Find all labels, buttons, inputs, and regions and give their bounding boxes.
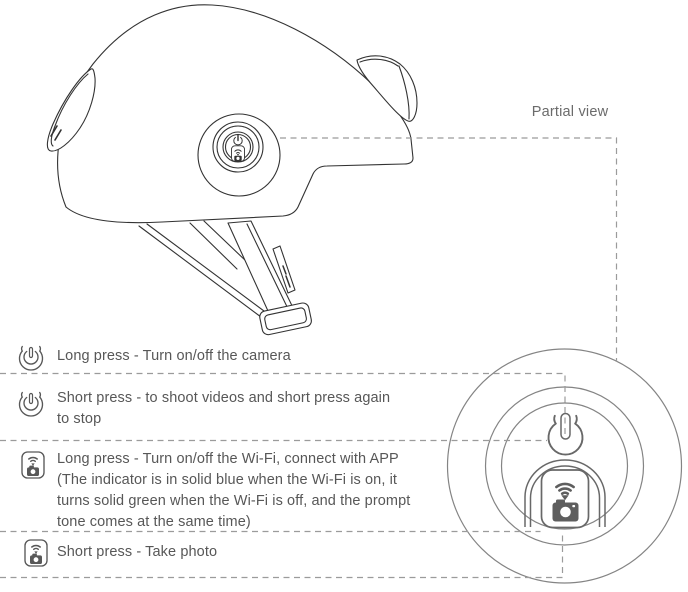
instruction-line: Short press - Take photo <box>57 544 218 560</box>
detail-wifi-camera-icon <box>542 470 589 528</box>
partial-view-label: Partial view <box>531 104 609 120</box>
wifi-camera-icon <box>24 539 48 567</box>
instruction-text <box>57 449 457 533</box>
instruction-line: Long press - Turn on/off the camera <box>57 348 291 364</box>
detail-camera-glyph <box>553 500 579 522</box>
instruction-line: to stop <box>57 411 102 427</box>
chin-strap <box>139 221 313 336</box>
instruction-line: Long press - Turn on/off the Wi-Fi, connect with APP <box>57 451 399 467</box>
helmet-button-wifi-camera-icon <box>232 146 245 162</box>
helmet-drawing <box>47 5 417 336</box>
instruction-line: Short press - to shoot videos and short press again <box>57 390 391 406</box>
partial-view-detail <box>448 349 682 583</box>
helmet-button <box>198 114 280 196</box>
wifi-camera-icon <box>21 451 45 479</box>
power-icon <box>16 342 46 372</box>
instruction-line: (The indicator is in solid blue when the Wi-Fi is on, it <box>57 472 398 488</box>
connector-button-to-partial-view <box>280 138 617 362</box>
instruction-line: turns solid green when the Wi-Fi is off, and the prompt <box>57 493 411 509</box>
instruction-text <box>57 346 457 367</box>
instruction-line: tone comes at the same time) <box>57 514 251 530</box>
instruction-text <box>57 542 457 563</box>
power-icon <box>16 388 46 418</box>
instruction-text <box>57 388 457 430</box>
